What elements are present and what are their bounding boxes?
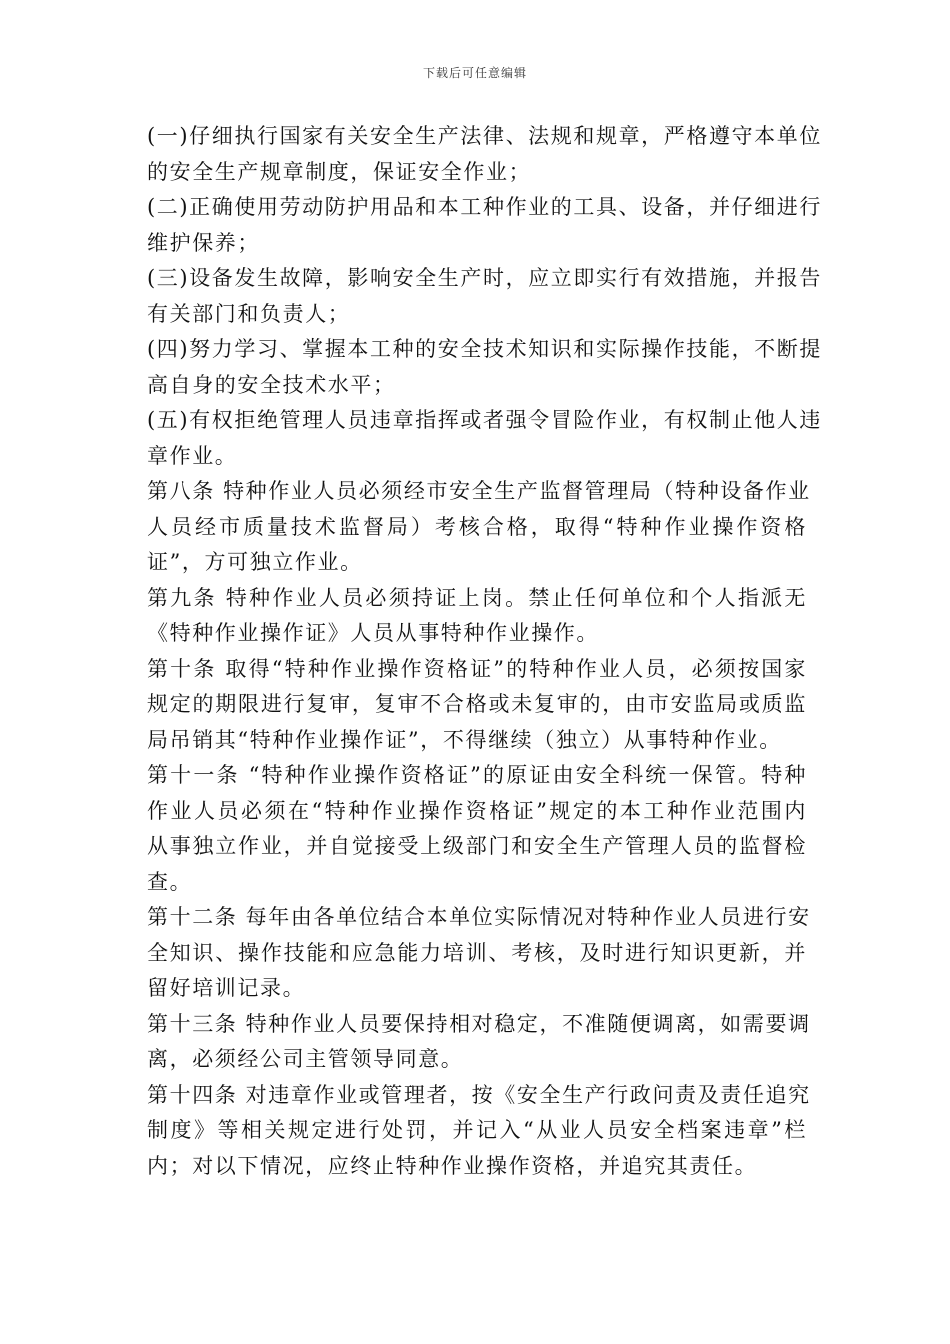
text-line: 证”，方可独立作业。	[147, 550, 363, 574]
text-line: 规定的期限进行复审，复审不合格或未复审的，由市安监局或质监	[147, 692, 807, 716]
text-line: (一)仔细执行国家有关安全生产法律、法规和规章，严格遵守本单位	[147, 124, 822, 148]
text-line: 第十条 取得“特种作业操作资格证”的特种作业人员，必须按国家	[147, 656, 807, 681]
text-line: (三)设备发生故障，影响安全生产时，应立即实行有效措施，并报告	[147, 266, 822, 290]
text-line: 《特种作业操作证》人员从事特种作业操作。	[147, 621, 599, 645]
document-body	[147, 119, 822, 1184]
text-line: 第十四条 对违章作业或管理者，按《安全生产行政问责及责任追究	[147, 1082, 811, 1107]
page-header: 下载后可任意编辑	[422, 66, 527, 80]
text-line: 第八条 特种作业人员必须经市安全生产监督管理局（特种设备作业	[147, 479, 811, 503]
text-line: 离，必须经公司主管领导同意。	[147, 1047, 464, 1071]
text-line: 全知识、操作技能和应急能力培训、考核，及时进行知识更新，并	[147, 940, 807, 965]
text-line: (二)正确使用劳动防护用品和本工种作业的工具、设备，并仔细进行	[147, 195, 822, 219]
text-line: 内；对以下情况，应终止特种作业操作资格，并追究其责任。	[147, 1153, 758, 1178]
text-line: 第九条 特种作业人员必须持证上岗。禁止任何单位和个人指派无	[147, 585, 807, 610]
text-line: 从事独立作业，并自觉接受上级部门和安全生产管理人员的监督检	[147, 834, 807, 858]
text-line: 维护保养；	[147, 230, 260, 255]
text-line: 第十三条 特种作业人员要保持相对稳定，不准随便调离，如需要调	[147, 1011, 811, 1036]
text-line: 查。	[147, 869, 193, 894]
text-line: 第十二条 每年由各单位结合本单位实际情况对特种作业人员进行安	[147, 905, 811, 929]
text-line: (四)努力学习、掌握本工种的安全技术知识和实际操作技能，不断提	[147, 337, 822, 361]
text-line: 局吊销其“特种作业操作证”，不得继续（独立）从事特种作业。	[147, 727, 782, 752]
text-line: 制度》等相关规定进行处罚，并记入“从业人员安全档案违章”栏	[147, 1118, 807, 1142]
text-line: (五)有权拒绝管理人员违章指挥或者强令冒险作业，有权制止他人违	[147, 408, 822, 432]
text-line: 作业人员必须在“特种作业操作资格证”规定的本工种作业范围内	[147, 798, 807, 823]
text-line: 第十一条 “特种作业操作资格证”的原证由安全科统一保管。特种	[147, 763, 807, 787]
text-line: 留好培训记录。	[147, 976, 306, 1000]
text-line: 的安全生产规章制度，保证安全作业；	[147, 159, 532, 184]
text-line: 高自身的安全技术水平；	[147, 372, 396, 397]
text-line: 有关部门和负责人；	[147, 301, 351, 326]
text-line: 人员经市质量技术监督局）考核合格，取得“特种作业操作资格	[147, 514, 807, 539]
text-line: 章作业。	[147, 443, 238, 468]
